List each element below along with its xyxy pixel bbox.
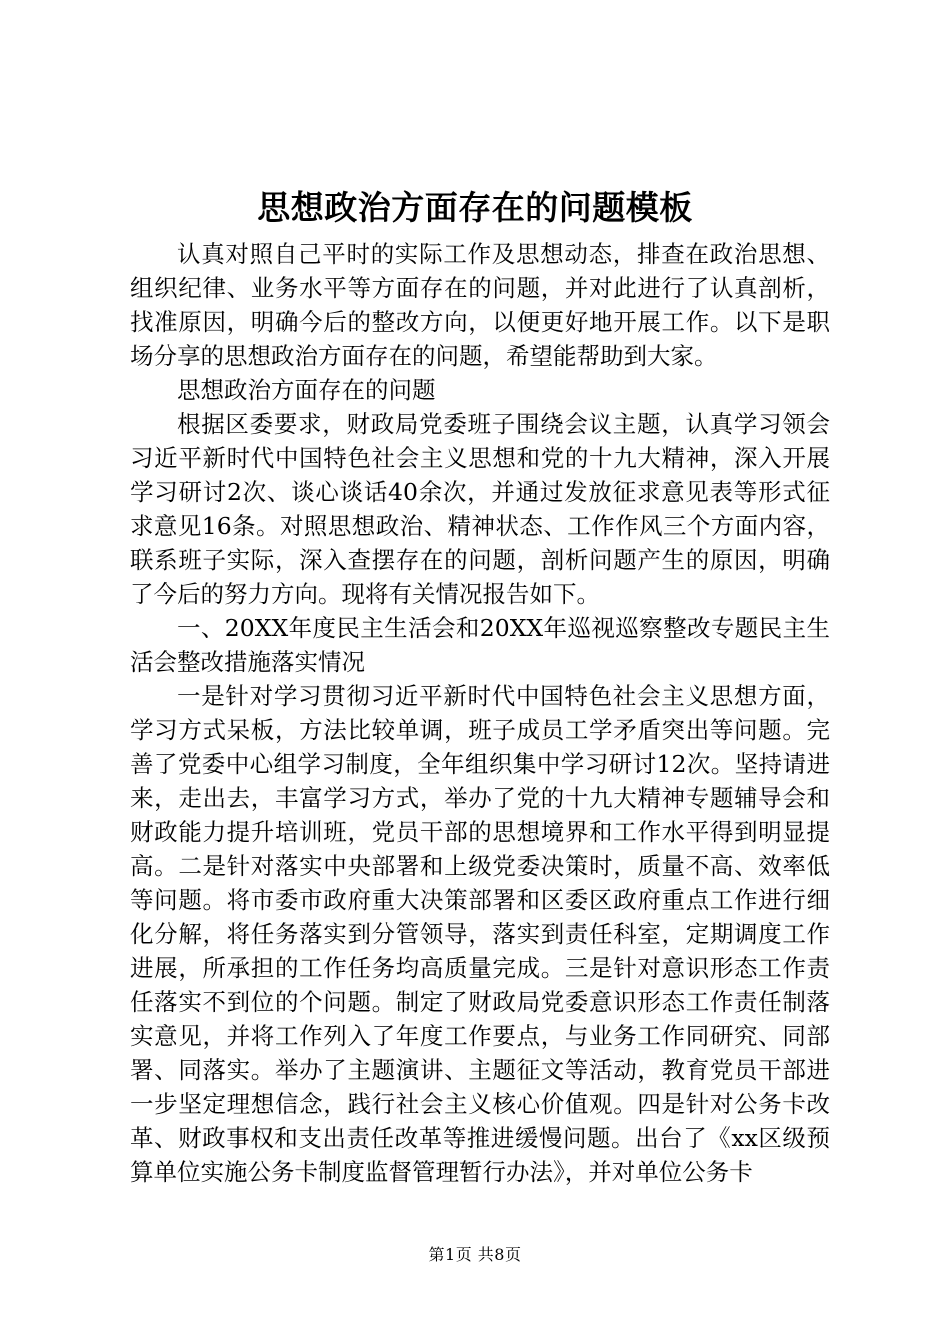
page-number: 第1页 共8页: [428, 1245, 522, 1264]
subsection-heading: 一、20XX年度民主生活会和20XX年巡视巡察整改专题民主生活会整改措施落实情况: [130, 614, 830, 676]
document-body: [130, 237, 830, 1189]
intro-paragraph: 认真对照自己平时的实际工作及思想动态，排查在政治思想、组织纪律、业务水平等方面存在的问题，并对此进行了认真剖析，找准原因，明确今后的整改方向，以便更好地开展工作。以下是职场分享的思想政治方面存在的问题，希望能帮助到大家。: [130, 240, 830, 370]
section-heading: 思想政治方面存在的问题: [177, 376, 436, 404]
body-paragraph: 根据区委要求，财政局党委班子围绕会议主题，认真学习领会习近平新时代中国特色社会主义思想和党的十九大精神，深入开展学习研讨2次、谈心谈话40余次，并通过发放征求意见表等形式征求意见16条。对照思想政治、精神状态、工作作风三个方面内容，联系班子实际，深入查摆存在的问题，剖析问题产生的原因，明确了今后的努力方向。现将有关情况报告如下。: [130, 410, 830, 608]
document-title: 思想政治方面存在的问题模板: [257, 188, 693, 227]
body-paragraph: 一是针对学习贯彻习近平新时代中国特色社会主义思想方面，学习方式呆板，方法比较单调，班子成员工学矛盾突出等问题。完善了党委中心组学习制度，全年组织集中学习研讨12次。坚持请进来，走出去，丰富学习方式，举办了党的十九大精神专题辅导会和财政能力提升培训班，党员干部的思想境界和工作水平得到明显提高。二是针对落实中央部署和上级党委决策时，质量不高、效率低等问题。将市委市政府重大决策部署和区委区政府重点工作进行细化分解，将任务落实到分管领导，落实到责任科室，定期调度工作进展，所承担的工作任务均高质量完成。三是针对意识形态工作责任落实不到位的个问题。制定了财政局党委意识形态工作责任制落实意见，并将工作列入了年度工作要点，与业务工作同研究、同部署、同落实。举办了主题演讲、主题征文等活动，教育党员干部进一步坚定理想信念，践行社会主义核心价值观。四是针对公务卡改革、财政事权和支出责任改革等推进缓慢问题。出台了《xx区级预算单位实施公务卡制度监督管理暂行办法》，并对单位公务卡: [130, 682, 830, 1186]
